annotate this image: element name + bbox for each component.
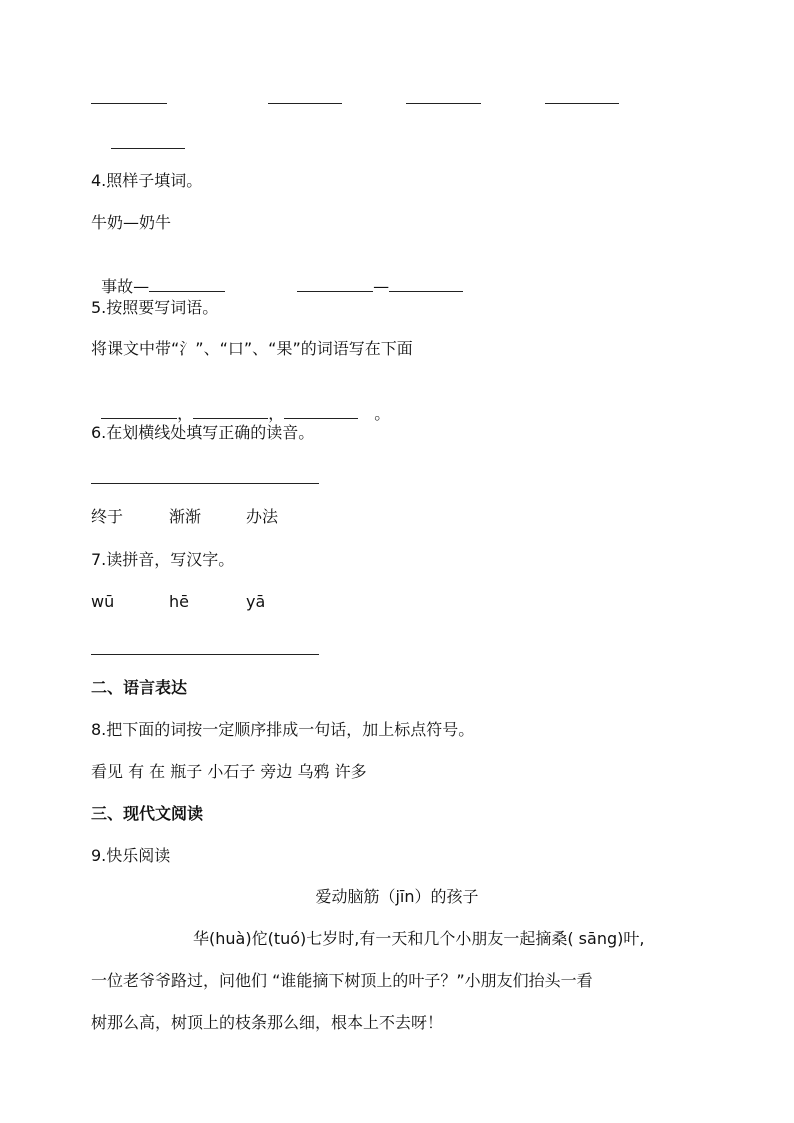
question-5-instruction: 将课文中带“氵”、“口”、“果”的词语写在下面 [91, 339, 413, 358]
question-5-answer-line [91, 381, 390, 425]
question-4-prefix: 事故— [101, 277, 150, 296]
question-5-title: 5.按照要写词语。 [91, 298, 219, 317]
question-6-word: 办法 [246, 507, 279, 526]
passage-paragraph-line: 华(huà)佗(tuó)七岁时,有一天和几个小朋友一起摘桑( sāng)叶, [193, 929, 645, 948]
comma: ， [177, 404, 194, 423]
answer-blank[interactable] [149, 291, 225, 292]
answer-blank[interactable] [406, 103, 481, 104]
pinyin: hē [169, 592, 189, 611]
question-4-title: 4.照样子填词。 [91, 171, 203, 190]
answer-blank[interactable] [268, 103, 342, 104]
question-4-line [91, 254, 225, 298]
question-8-title: 8.把下面的词按一定顺序排成一句话，加上标点符号。 [91, 720, 475, 739]
answer-blank[interactable] [389, 291, 463, 292]
question-6-word: 渐渐 [169, 507, 202, 526]
period: 。 [374, 404, 391, 423]
question-9-title: 9.快乐阅读 [91, 846, 171, 865]
section-2-heading: 二、语言表达 [91, 678, 188, 697]
passage-paragraph-line: 一位老爷爷路过，问他们 “谁能摘下树顶上的叶子？”小朋友们抬头一看 [91, 971, 593, 990]
question-4-pair [287, 254, 463, 298]
question-4-example: 牛奶—奶牛 [91, 213, 172, 232]
question-7-title: 7.读拼音，写汉字。 [91, 550, 235, 569]
question-4-dash: — [373, 277, 390, 296]
answer-blank[interactable] [91, 483, 319, 484]
answer-blank[interactable] [297, 291, 373, 292]
pinyin: wū [91, 592, 115, 611]
answer-blank[interactable] [545, 103, 619, 104]
question-6-word: 终于 [91, 507, 124, 526]
section-3-heading: 三、现代文阅读 [91, 804, 204, 823]
answer-blank[interactable] [101, 418, 177, 419]
passage-title: 爱动脑筋（jīn）的孩子 [315, 887, 479, 906]
answer-blank[interactable] [193, 418, 268, 419]
question-6-title: 6.在划横线处填写正确的读音。 [91, 423, 315, 442]
answer-blank[interactable] [111, 148, 185, 149]
question-8-words: 看见 有 在 瓶子 小石子 旁边 乌鸦 许多 [91, 762, 367, 781]
answer-blank[interactable] [91, 103, 167, 104]
pinyin: yā [246, 592, 266, 611]
answer-blank[interactable] [91, 654, 319, 655]
passage-paragraph-line: 树那么高，树顶上的枝条那么细，根本上不去呀！ [91, 1013, 444, 1032]
comma: ， [268, 404, 285, 423]
answer-blank[interactable] [284, 418, 358, 419]
